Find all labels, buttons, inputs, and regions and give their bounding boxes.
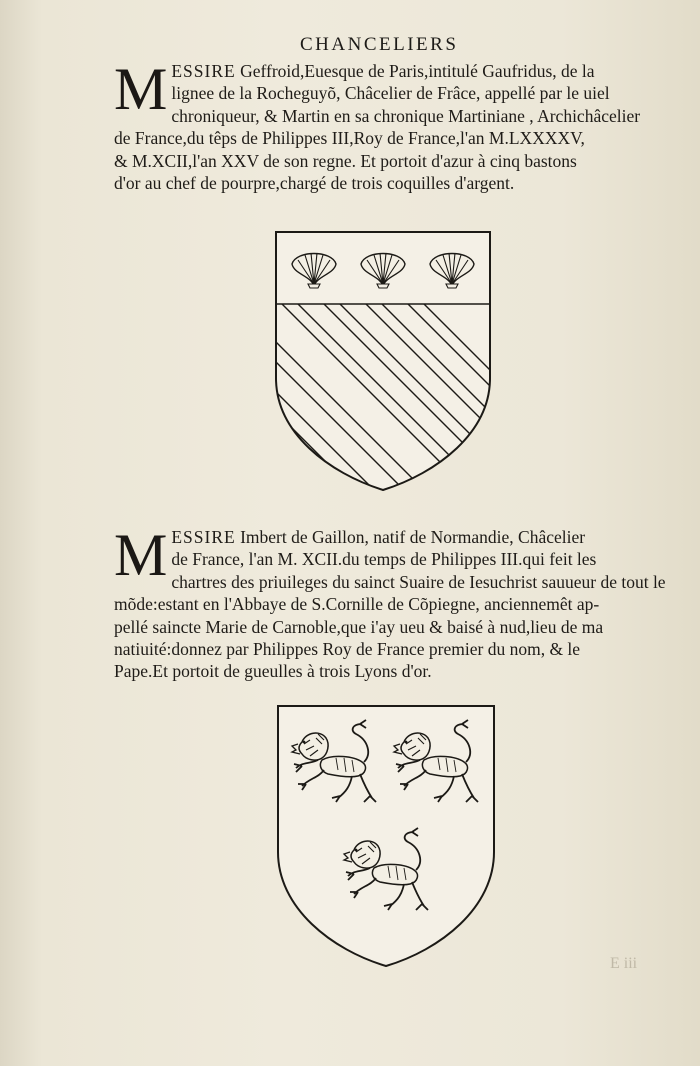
drop-cap: M: [114, 522, 168, 588]
entry-line: Pape.Et portoit de gueulles à trois Lyons d'or.: [114, 661, 432, 682]
coat-of-arms-scallops: [272, 228, 494, 494]
running-head: CHANCELIERS: [300, 34, 459, 55]
entry-imbert-de-gaillon: [114, 522, 674, 683]
entry-line: & M.XCII,l'an XXV de son regne. Et portoit d'azur à cinq bastons: [114, 150, 577, 171]
entry-line: natiuité:donnez par Philippes Roy de France premier du nom, & le: [114, 639, 581, 660]
drop-cap: M: [114, 56, 168, 122]
lead-word: ESSIRE: [171, 61, 236, 81]
entry-geffroid: [114, 56, 674, 194]
entry-line: chartres des priuileges du sainct Suaire de Iesuchrist sauueur de tout le: [171, 571, 666, 592]
line-text: Imbert de Gaillon, natif de Normandie, Châcelier: [240, 527, 586, 547]
line-text: Geffroid,Euesque de Paris,intitulé Gaufridus, de la: [240, 61, 595, 81]
entry-line: d'or au chef de pourpre,chargé de trois coquilles d'argent.: [114, 173, 515, 194]
entry-line: de France, l'an M. XCII.du temps de Philippes III.qui feit les: [171, 549, 597, 570]
entry-line: mõde:estant en l'Abbaye de S.Cornille de Cõpiegne, anciennemêt ap-: [114, 594, 600, 615]
entry-line: lignee de la Rocheguyõ, Châcelier de Frâce, appellé par le uiel: [171, 83, 610, 104]
coat-of-arms-lions: [274, 702, 498, 970]
entry-line: [114, 60, 674, 82]
entry-line: chroniqueur, & Martin en sa chronique Martiniane , Archichâcelier: [171, 105, 641, 126]
lead-word: ESSIRE: [171, 527, 236, 547]
entry-line: de France,du têps de Philippes III,Roy de France,l'an M.LXXXXV,: [114, 128, 585, 149]
entry-line: [114, 526, 674, 548]
entry-line: pellé saincte Marie de Carnoble,que i'ay ueu & baisé à nud,lieu de ma: [114, 616, 604, 637]
signature-mark: E iii: [610, 955, 638, 972]
